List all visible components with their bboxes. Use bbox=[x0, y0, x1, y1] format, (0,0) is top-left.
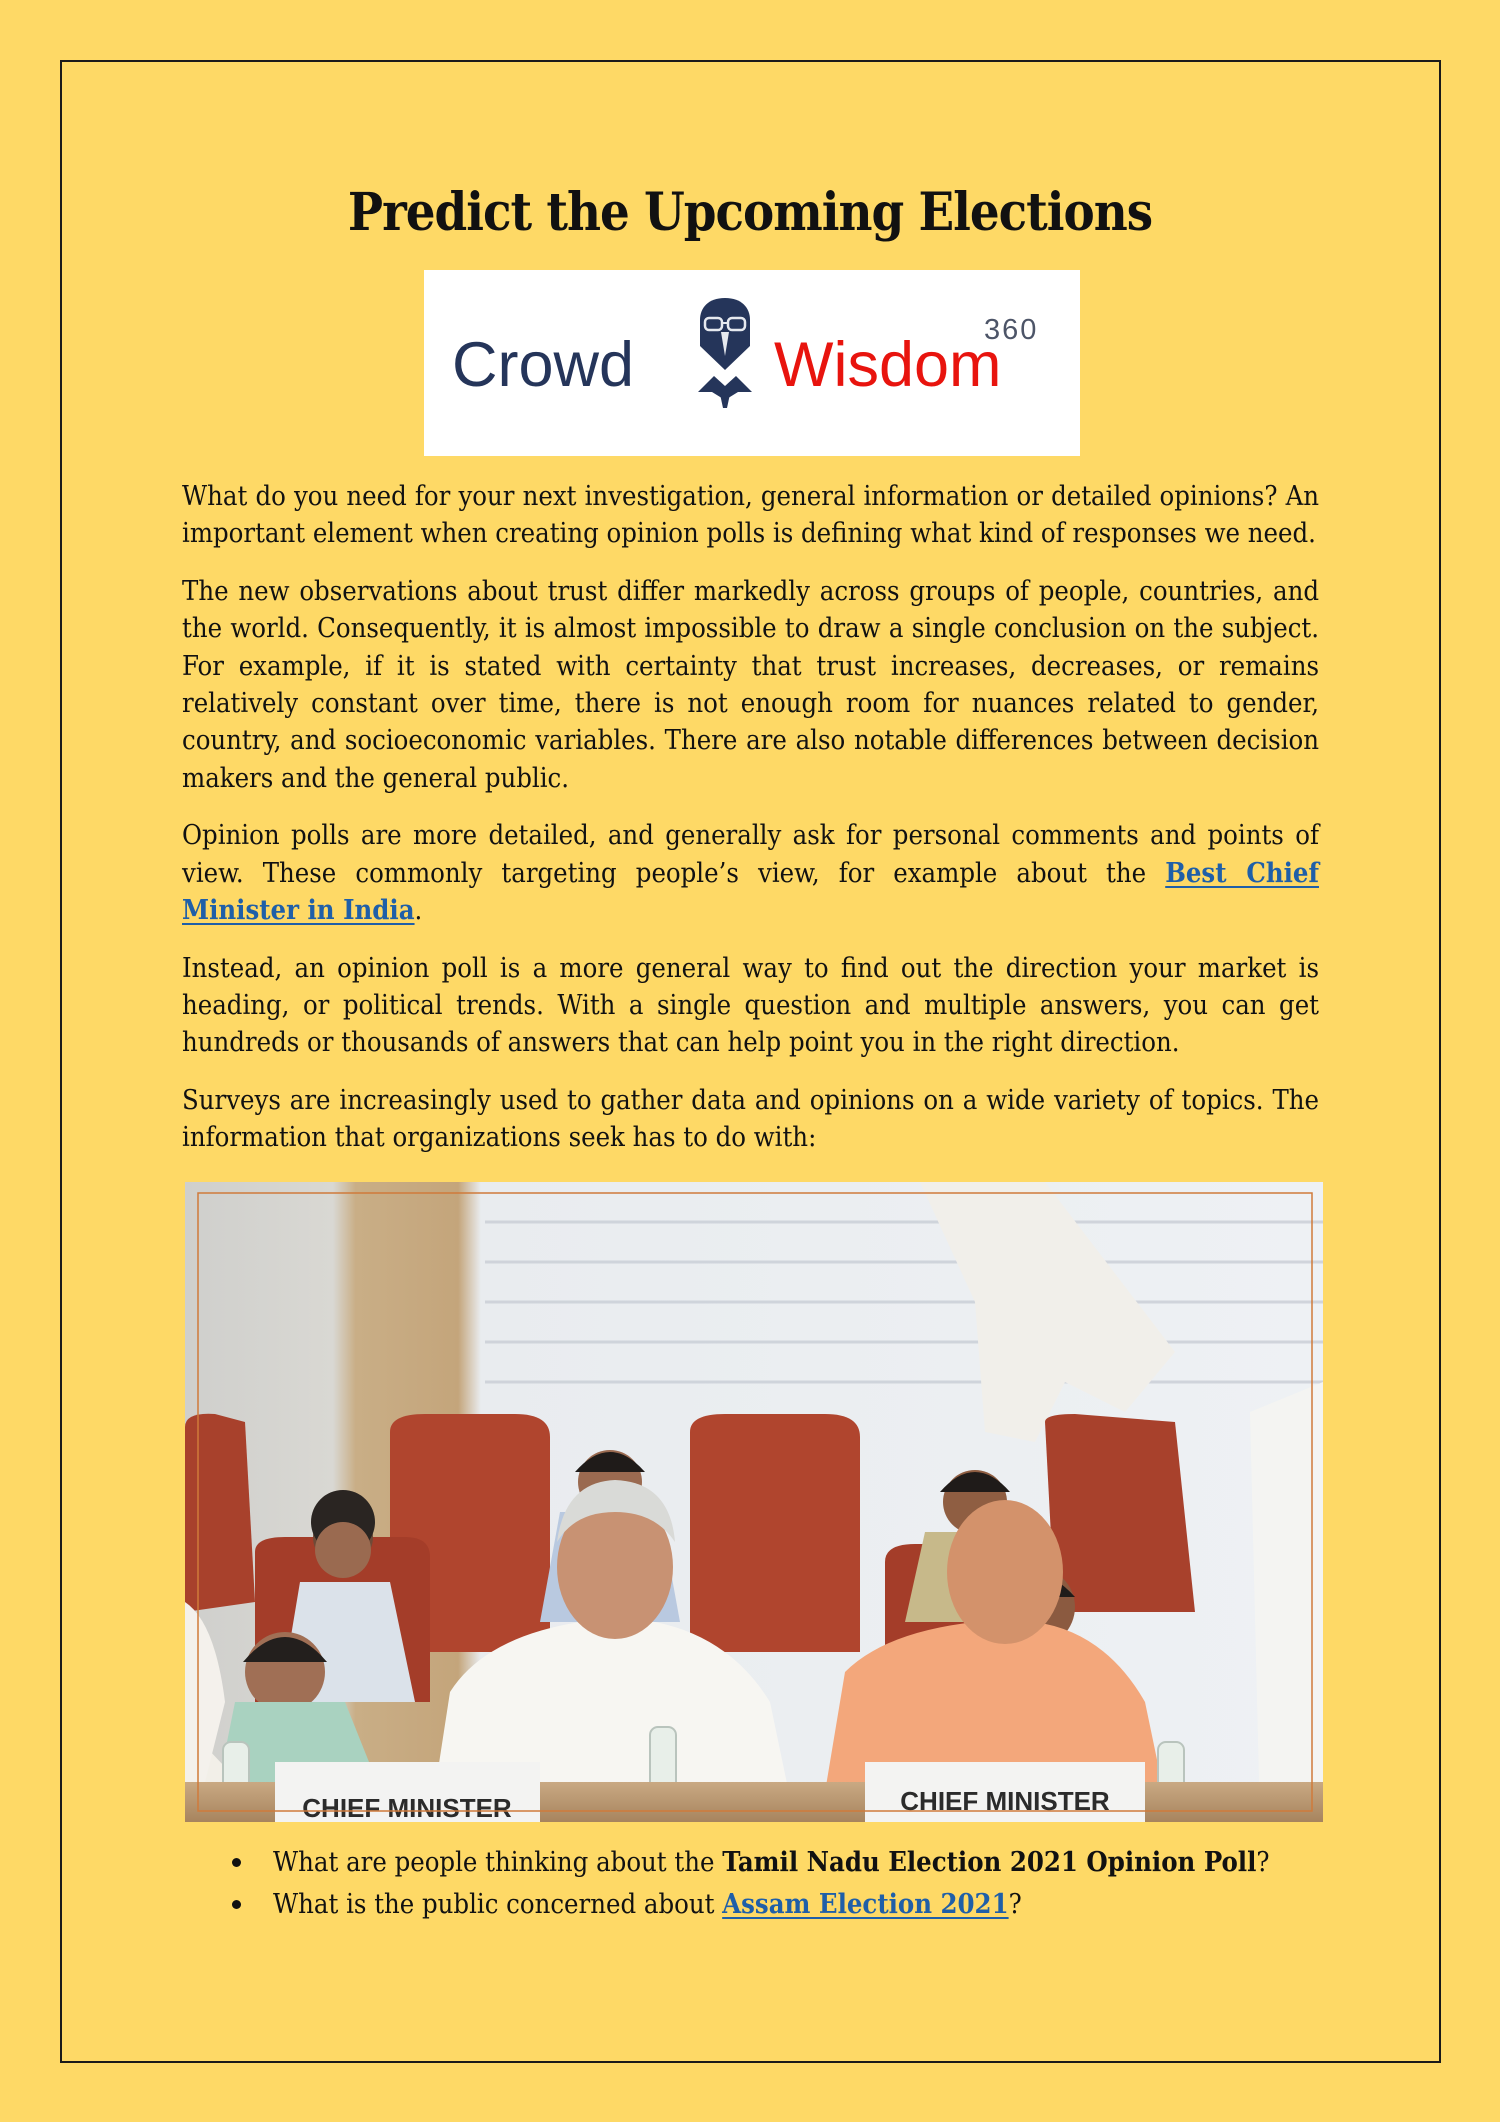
bullet-dot-icon bbox=[232, 1858, 241, 1867]
paragraph-1: What do you need for your next investigation, general information or detailed opinions? An important element when creating opinion polls is defining what kind of responses we need. bbox=[182, 481, 1319, 550]
paragraph-5: Surveys are increasingly used to gather data and opinions on a wide variety of topics. The information that organizations seek has to do with: bbox=[182, 1085, 1319, 1154]
tamil-nadu-poll-bold: Tamil Nadu Election 2021 Opinion Poll bbox=[722, 1846, 1257, 1878]
owl-icon bbox=[694, 296, 756, 410]
bullet-1-text: What are people thinking about the bbox=[273, 1847, 723, 1878]
placard-left: CHIEF MINISTER bbox=[302, 1793, 512, 1822]
bullet-2-text: What is the public concerned about bbox=[273, 1888, 723, 1920]
chief-ministers-meeting-photo bbox=[185, 1182, 1323, 1822]
article-body bbox=[182, 478, 1319, 1177]
placard-right: CHIEF MINISTER bbox=[900, 1786, 1110, 1816]
bullet-list bbox=[182, 1842, 1319, 1925]
logo-word-wisdom: Wisdom bbox=[774, 330, 1002, 400]
bullet-item-assam bbox=[182, 1884, 1319, 1926]
best-chief-minister-link[interactable]: Best Chief Minister in India bbox=[182, 856, 1319, 926]
crowdwisdom360-logo bbox=[424, 270, 1080, 456]
bullet-1-end: ? bbox=[1256, 1847, 1270, 1878]
paragraph-3 bbox=[182, 817, 1319, 929]
bullet-item-tamil-nadu bbox=[182, 1842, 1319, 1884]
assam-election-link[interactable]: Assam Election 2021 bbox=[722, 1887, 1009, 1920]
logo-word-crowd: Crowd bbox=[452, 330, 635, 400]
paragraph-4: Instead, an opinion poll is a more general way to find out the direction your market is heading, or political trends. With a single question and multiple answers, you can get hundreds or thousands of answers that can help point you in the right direction. bbox=[182, 952, 1319, 1059]
logo-360: 360 bbox=[984, 314, 1039, 346]
paragraph-3-text: Opinion polls are more detailed, and generally ask for personal comments and points of view. These commonly targeting people’s view, for example about the bbox=[182, 820, 1319, 889]
bullet-2-end: ? bbox=[1008, 1888, 1022, 1920]
page-title: Predict the Upcoming Elections bbox=[347, 182, 1153, 243]
photo-illustration bbox=[185, 1182, 1323, 1822]
paragraph-2: The new observations about trust differ markedly across groups of people, countries, and the world. Consequently, it is almost impossible to draw a single conclusion on the subject. For example, if it is stated with certainty that trust increases, decreases, or remains relatively constant over time, there is not enough room for nuances related to gender, country, and socioeconomic variables. There are also notable differences between decision makers and the general public. bbox=[182, 576, 1319, 794]
bullet-dot-icon bbox=[232, 1900, 241, 1909]
paragraph-3-end: . bbox=[414, 894, 423, 926]
